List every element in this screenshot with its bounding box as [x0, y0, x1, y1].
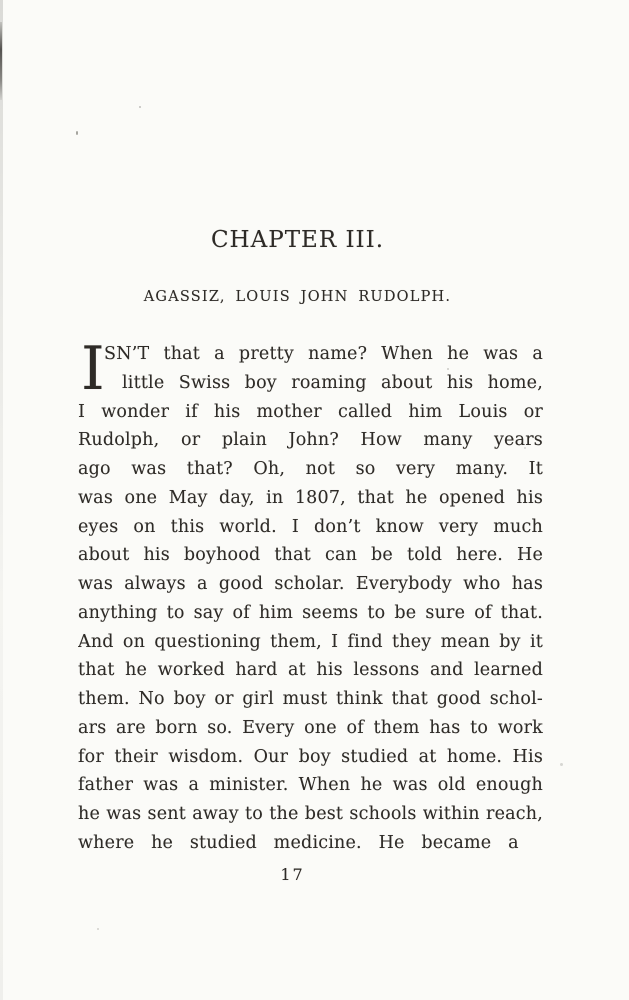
text-line: SN’T that a pretty name? When he was a: [104, 344, 543, 364]
text-line: about his boyhood that can be told here. He: [78, 545, 543, 566]
scan-speck: [76, 131, 78, 135]
scan-speck: [560, 763, 563, 766]
text-line: was one May day, in 1807, that he opened his: [78, 487, 543, 508]
scan-speck: [139, 106, 141, 108]
text-line: ars are born so. Every one of them has to work: [78, 717, 543, 738]
text-line: Rudolph, or plain John? How many years: [78, 430, 543, 451]
page-number: 17: [280, 865, 305, 884]
chapter-heading: CHAPTER III.: [210, 227, 385, 253]
text-line: for their wisdom. Our boy studied at home. His: [78, 746, 543, 767]
text-line: he was sent away to the best schools within reach,: [78, 804, 543, 824]
text-line: And on questioning them, I find they mean by it: [78, 631, 543, 652]
text-line: that he worked hard at his lessons and learned: [78, 660, 543, 681]
text-line: little Swiss boy roaming about his home,: [122, 372, 543, 393]
body-text: [78, 334, 543, 858]
text-line: where he studied medicine. He became a: [78, 832, 519, 853]
scan-edge-shadow: [0, 0, 3, 1000]
text-line: eyes on this world. I don’t know very much: [78, 516, 543, 537]
text-line: I wonder if his mother called him Louis or: [78, 401, 543, 422]
text-line: father was a minister. When he was old enough: [78, 775, 543, 796]
text-line: anything to say of him seems to be sure of that.: [78, 602, 543, 623]
text-line: was always a good scholar. Everybody who has: [78, 574, 543, 594]
scan-edge-dark-mark: [0, 22, 2, 100]
text-line: ago was that? Oh, not so very many. It: [78, 459, 543, 479]
text-line: them. No boy or girl must think that good schol-: [78, 689, 543, 709]
opening-lines: [78, 334, 543, 404]
section-title: AGASSIZ, LOUIS JOHN RUDOLPH.: [143, 289, 452, 305]
drop-cap: I: [81, 334, 105, 404]
scan-speck: [97, 928, 99, 930]
